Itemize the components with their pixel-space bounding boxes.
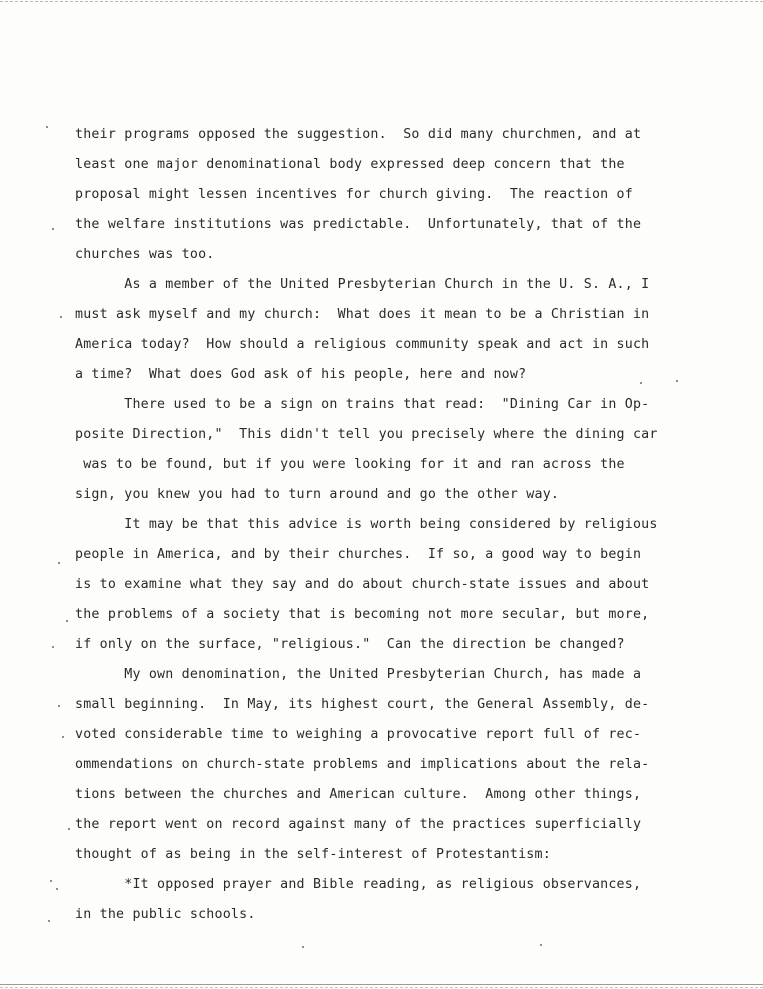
text-line: their programs opposed the suggestion. So did many churchmen, and at — [75, 127, 642, 142]
scan-speck — [52, 228, 54, 230]
scan-speck — [56, 888, 58, 890]
text-line: As a member of the United Presbyterian Church in the U. S. A., I — [75, 277, 650, 292]
text-line: must ask myself and my church: What does it mean to be a Christian in — [75, 307, 650, 322]
text-line: proposal might lessen incentives for church giving. The reaction of — [75, 187, 633, 202]
text-line: America today? How should a religious community speak and act in such — [75, 337, 650, 352]
scan-speck — [58, 562, 60, 564]
page-bottom-edge-secondary — [0, 987, 763, 988]
text-line: voted considerable time to weighing a provocative report full of rec- — [75, 727, 642, 742]
text-line: if only on the surface, "religious." Can the direction be changed? — [75, 637, 625, 652]
scan-speck — [66, 620, 68, 622]
text-line: churches was too. — [75, 247, 215, 262]
text-line: It may be that this advice is worth being considered by religious — [75, 517, 658, 532]
scan-speck — [46, 126, 48, 128]
text-line: is to examine what they say and do about church-state issues and about — [75, 577, 650, 592]
scan-speck — [62, 736, 64, 738]
body-text — [75, 120, 725, 930]
scan-speck — [48, 920, 50, 922]
text-line: tions between the churches and American culture. Among other things, — [75, 787, 642, 802]
text-line: sign, you knew you had to turn around and go the other way. — [75, 487, 560, 502]
text-line: people in America, and by their churches. If so, a good way to begin — [75, 547, 642, 562]
text-line: posite Direction," This didn't tell you precisely where the dining car — [75, 427, 658, 442]
scan-speck — [58, 705, 60, 707]
text-line: *It opposed prayer and Bible reading, as religious observances, — [75, 877, 642, 892]
scan-speck — [68, 828, 70, 830]
text-line: a time? What does God ask of his people, here and now? — [75, 367, 527, 382]
scan-speck — [540, 944, 542, 946]
text-line: the problems of a society that is becoming not more secular, but more, — [75, 607, 650, 622]
text-line: small beginning. In May, its highest court, the General Assembly, de- — [75, 697, 650, 712]
scan-speck — [640, 382, 642, 384]
page-bottom-edge — [0, 984, 763, 985]
scan-speck — [676, 380, 678, 382]
text-line: in the public schools. — [75, 907, 256, 922]
text-line: the report went on record against many of the practices superficially — [75, 817, 642, 832]
scan-speck — [52, 646, 54, 648]
text-line: ommendations on church-state problems and implications about the rela- — [75, 757, 650, 772]
scan-speck — [60, 316, 62, 318]
text-line: was to be found, but if you were looking for it and ran across the — [75, 457, 625, 472]
text-line: There used to be a sign on trains that read: "Dining Car in Op- — [75, 397, 650, 412]
text-line: My own denomination, the United Presbyterian Church, has made a — [75, 667, 642, 682]
scan-speck — [302, 946, 304, 948]
page-top-edge — [0, 1, 763, 2]
text-line: thought of as being in the self-interest of Protestantism: — [75, 847, 551, 862]
text-line: the welfare institutions was predictable. Unfortunately, that of the — [75, 217, 642, 232]
scan-speck — [50, 880, 52, 882]
text-line: least one major denominational body expressed deep concern that the — [75, 157, 625, 172]
